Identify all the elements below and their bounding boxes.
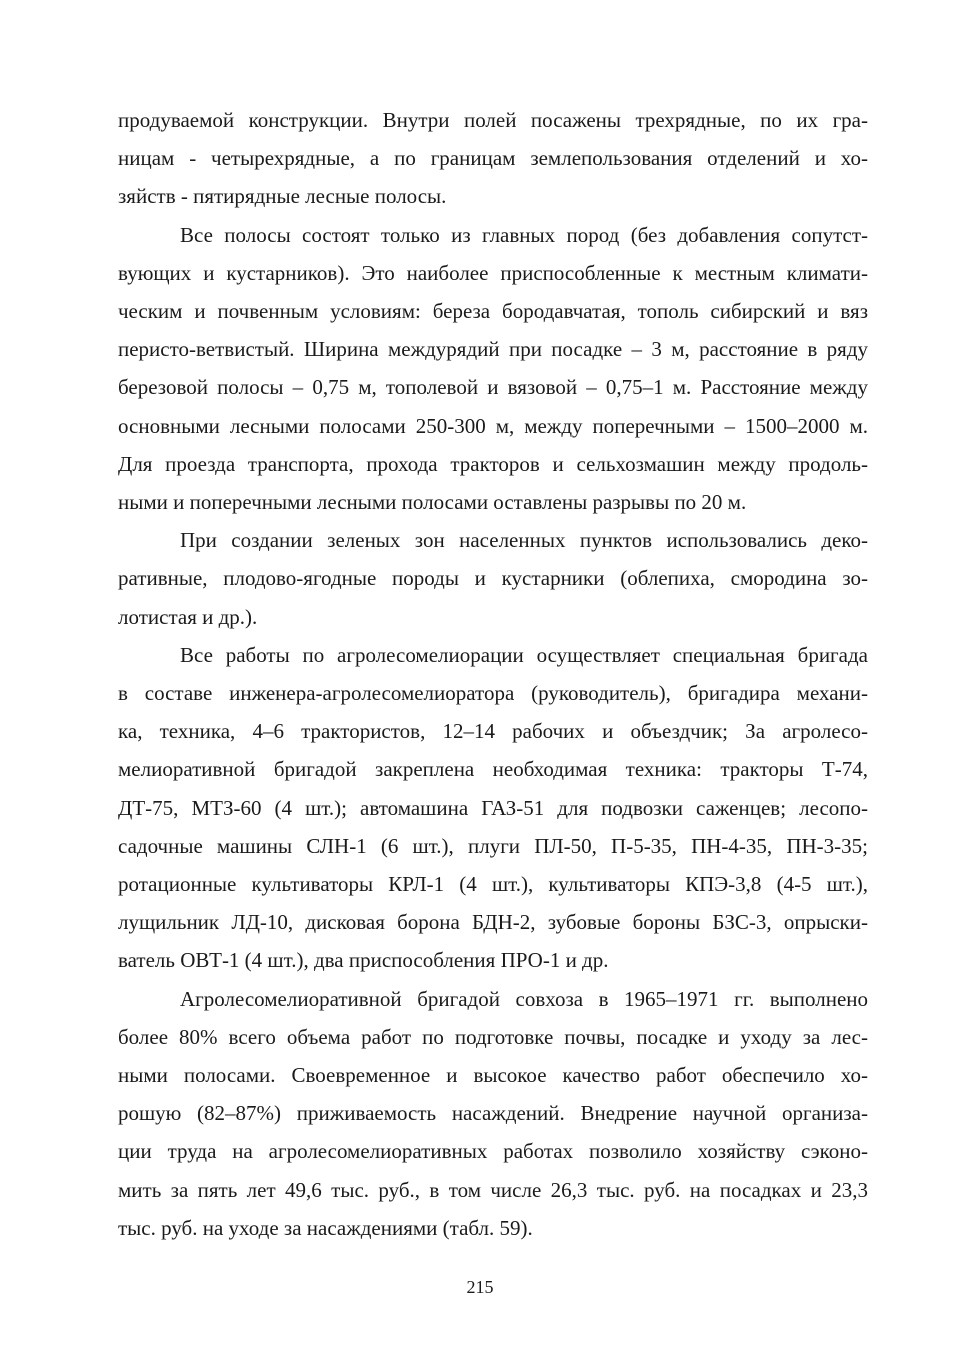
text-line: перисто-ветвистый. Ширина междурядий при посадке – 3 м, расстояние в ряду: [118, 337, 868, 362]
text-line: ными и поперечными лесными полосами оставлены разрывы по 20 м.: [118, 490, 747, 515]
text-line: мелиоративной бригадой закреплена необходимая техника: тракторы Т-74,: [118, 757, 868, 782]
paragraph-1: [118, 101, 868, 216]
text-line: березовой полосы – 0,75 м, тополевой и вязовой – 0,75–1 м. Расстояние между: [118, 375, 868, 400]
text-line: ции труда на агролесомелиоративных работах позволило хозяйству сэконо-: [118, 1139, 868, 1164]
text-line: рошую (82–87%) приживаемость насаждений. Внедрение научной организа-: [118, 1101, 868, 1126]
text-line: Все работы по агролесомелиорации осуществляет специальная бригада: [180, 642, 868, 667]
paragraph-2: [118, 216, 868, 522]
text-line: лущильник ЛД-10, дисковая борона БДН-2, зубовые бороны БЗС-3, опрыски-: [118, 910, 868, 935]
paragraph-5: [118, 980, 868, 1247]
text-line: Агролесомелиоративной бригадой совхоза в 1965–1971 гг. выполнено: [180, 986, 868, 1011]
text-line: ватель ОВТ-1 (4 шт.), два приспособления ПРО-1 и др.: [118, 948, 609, 973]
text-line: ротационные культиваторы КРЛ-1 (4 шт.), культиваторы КПЭ-3,8 (4-5 шт.),: [118, 872, 868, 897]
text-line: ницам - четырехрядные, а по границам землепользования отделений и хо-: [118, 146, 868, 171]
text-line: ративные, плодово-ягодные породы и кустарники (облепиха, смородина зо-: [118, 566, 868, 591]
text-line: основными лесными полосами 250-300 м, между поперечными – 1500–2000 м.: [118, 413, 868, 438]
text-line: Для проезда транспорта, прохода тракторов и сельхозмашин между продоль-: [118, 451, 868, 476]
text-line: ДТ-75, МТЗ-60 (4 шт.); автомашина ГАЗ-51 для подвозки саженцев; лесопо-: [118, 795, 868, 820]
text-line: ка, техника, 4–6 трактористов, 12–14 рабочих и объездчик; За агролесо-: [118, 719, 868, 744]
text-line: лотистая и др.).: [118, 604, 258, 629]
body-text: [118, 101, 868, 1247]
text-line: в составе инженера-агролесомелиоратора (руководитель), бригадира механи-: [118, 681, 868, 706]
text-line: Все полосы состоят только из главных пород (без добавления сопутст-: [180, 222, 868, 247]
paragraph-3: [118, 521, 868, 636]
text-line: вующих и кустарников). Это наиболее приспособленные к местным климати-: [118, 260, 868, 285]
page-number: 215: [466, 1277, 494, 1297]
text-line: более 80% всего объема работ по подготовке почвы, посадке и уходу за лес-: [118, 1024, 868, 1049]
text-line: продуваемой конструкции. Внутри полей посажены трехрядные, по их гра-: [118, 108, 868, 132]
text-line: зяйств - пятирядные лесные полосы.: [118, 184, 447, 209]
text-line: При создании зеленых зон населенных пунктов использовались деко-: [180, 528, 868, 553]
text-line: мить за пять лет 49,6 тыс. руб., в том числе 26,3 тыс. руб. на посадках и 23,3: [118, 1177, 868, 1202]
text-line: ческим и почвенным условиям: береза бородавчатая, тополь сибирский и вяз: [118, 299, 868, 324]
text-line: тыс. руб. на уходе за насаждениями (табл. 59).: [118, 1215, 533, 1240]
text-line: ными полосами. Своевременное и высокое качество работ обеспечило хо-: [118, 1063, 868, 1088]
text-line: садочные машины СЛН-1 (6 шт.), плуги ПЛ-50, П-5-35, ПН-4-35, ПН-3-35;: [118, 833, 868, 858]
paragraph-4: [118, 636, 868, 980]
